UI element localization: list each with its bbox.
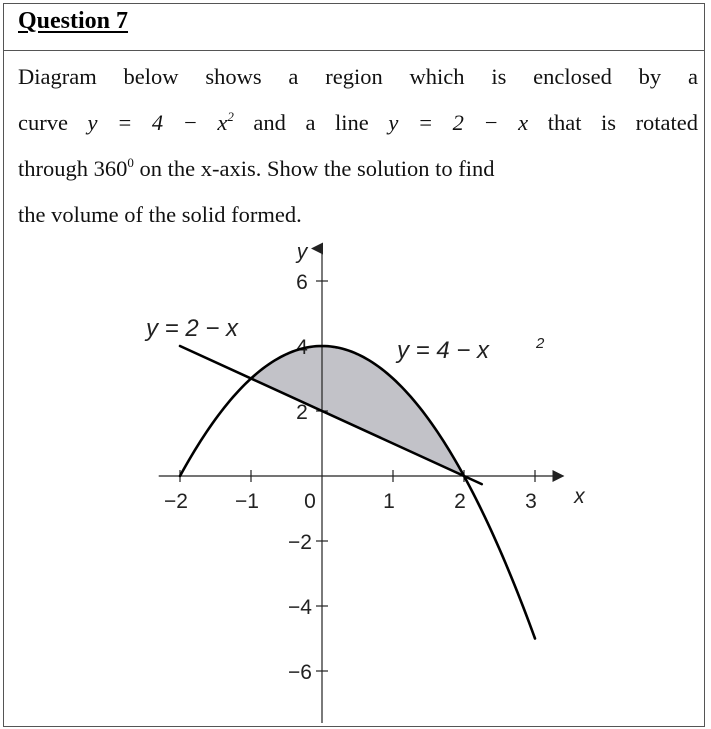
y-axis-label: y <box>296 240 308 264</box>
x-tick-label: 2 <box>454 490 466 513</box>
x-tick-label: −2 <box>164 490 188 513</box>
y-tick-label: −6 <box>288 661 312 684</box>
y-tick-label: 4 <box>296 336 308 359</box>
question-title: Question 7 <box>18 8 129 34</box>
x-tick-label: 3 <box>525 490 537 513</box>
word-rotated: that is rotated <box>547 110 699 135</box>
axis-text: on the x-axis. Show the solution to find <box>133 156 495 181</box>
y-tick-label: −4 <box>288 596 312 619</box>
x-axis-label: x <box>574 485 585 508</box>
y-tick-label: 6 <box>296 271 308 294</box>
line-equation: y = 2 − x <box>388 110 529 135</box>
x-tick-label: −1 <box>235 490 259 513</box>
parabola-label: y = 4 − x <box>397 337 490 364</box>
degree-superscript: 0 <box>127 155 134 170</box>
parabola-label-exponent: 2 <box>536 335 545 352</box>
line-label: y = 2 − x <box>146 315 239 342</box>
word-curve: curve <box>18 110 68 135</box>
question-line-4: the volume of the solid formed. <box>18 202 302 227</box>
through-text: through 360 <box>18 156 128 181</box>
question-line-1: Diagram below shows a region which is enclosed by a <box>18 64 698 89</box>
x-tick-label: 0 <box>304 490 316 513</box>
y-tick-label: −2 <box>288 531 312 554</box>
curve-equation-text: y = 4 − x <box>87 110 228 135</box>
y-tick-label: 2 <box>296 401 308 424</box>
x-tick-label: 1 <box>383 490 395 513</box>
curve-exponent: 2 <box>227 109 234 124</box>
word-and-a-line: and a line <box>253 110 369 135</box>
shaded-region <box>251 346 464 476</box>
